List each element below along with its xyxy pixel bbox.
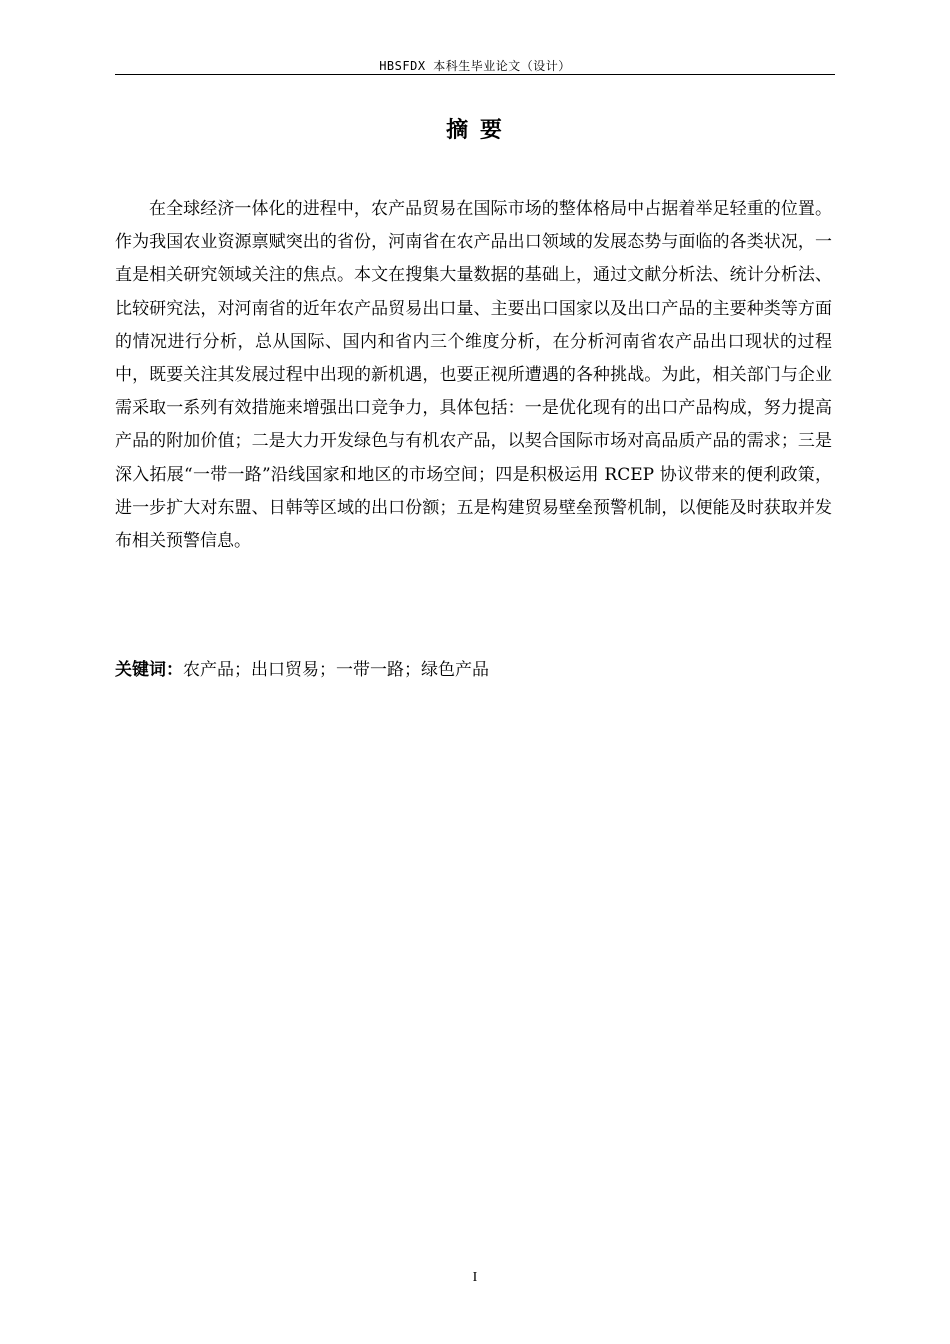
page-number: I <box>472 1270 478 1285</box>
keywords-line <box>115 655 835 685</box>
abstract-title: 摘 要 <box>446 118 504 143</box>
running-header: HBSFDX 本科生毕业论文（设计） <box>379 59 571 73</box>
keywords-label: 关键词： <box>115 660 183 680</box>
keywords-items: 农产品；出口贸易；一带一路；绿色产品 <box>183 660 489 680</box>
abstract-body: 在全球经济一体化的进程中，农产品贸易在国际市场的整体格局中占据着举足轻重的位置。作为我国农业资源禀赋突出的省份，河南省在农产品出口领域的发展态势与面临的各类状况，一直是相关研究领域关注的焦点。本文在搜集大量数据的基础上，通过文献分析法、统计分析法、比较研究法，对河南省的近年农产品贸易出口量、主要出口国家以及出口产品的主要种类等方面的情况进行分析，总从国际、国内和省内三个维度分析，在分析河南省农产品出口现状的过程中，既要关注其发展过程中出现的新机遇，也要正视所遭遇的各种挑战。为此，相关部门与企业需采取一系列有效措施来增强出口竞争力，具体包括：一是优化现有的出口产品构成，努力提高产品的附加价值；二是大力开发绿色与有机农产品，以契合国际市场对高品质产品的需求；三是深入拓展“一带一路”沿线国家和地区的市场空间；四是积极运用 RCEP 协议带来的便利政策，进一步扩大对东盟、日韩等区域的出口份额；五是构建贸易壁垒预警机制，以便能及时获取并发布相关预警信息。 <box>115 199 832 552</box>
header-rule <box>115 74 835 75</box>
